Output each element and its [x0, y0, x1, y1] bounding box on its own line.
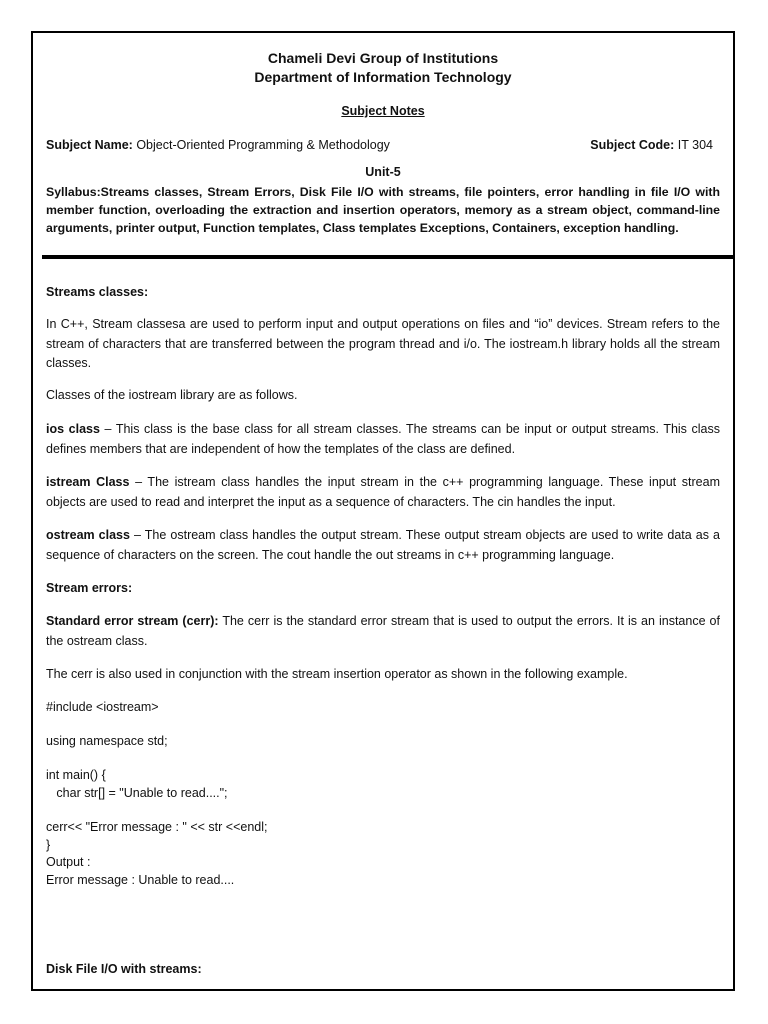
istream-class-paragraph [46, 473, 720, 512]
streams-intro-paragraph: In C++, Stream classesa are used to perform input and output operations on files and “io” devices. Stream refers to the stream of characters that are transferred between the program thread and i/o. The iostream.h library holds all the stream classes. [46, 317, 720, 370]
department-name: Department of Information Technology [254, 69, 512, 85]
code-rest-block: cerr<< "Error message : " << str <<endl; } Output : Error message : Unable to read.... [46, 820, 268, 887]
subject-row [46, 138, 713, 152]
subject-name: Object-Oriented Programming & Methodology [136, 138, 390, 152]
code-main-block: int main() { char str[] = "Unable to read...."; [46, 768, 228, 800]
page-frame [31, 31, 735, 991]
istream-class-desc: – The istream class handles the input stream in the c++ programming language. These input stream objects are used to read and interpret the input as a sequence of characters. The cin handles the input. [46, 475, 720, 509]
document-header [33, 49, 733, 87]
syllabus: Syllabus:Streams classes, Stream Errors, Disk File I/O with streams, file pointers, error handling in file I/O with member function, overloading the extraction and insertion operators, memory as a stream object, command-line arguments, printer output, Function templates, Class templates Exceptions, Containers, exception handling. [46, 185, 720, 235]
cerr-paragraph [46, 612, 720, 651]
cerr-desc: The cerr is the standard error stream that is used to output the errors. It is an instance of the ostream class. [46, 614, 720, 648]
ios-class-paragraph [46, 420, 720, 459]
subject-code-group [590, 138, 713, 152]
ios-class-desc: – This class is the base class for all stream classes. The streams can be input or output streams. This class defines members that are independent of how the templates of the class are defined. [46, 422, 720, 456]
code-include-line: #include <iostream> [46, 700, 159, 714]
classes-intro-paragraph: Classes of the iostream library are as follows. [46, 388, 298, 402]
cerr-term: Standard error stream (cerr): [46, 614, 219, 628]
ios-class-term: ios class [46, 422, 100, 436]
unit-title: Unit-5 [365, 165, 401, 179]
istream-class-term: istream Class [46, 475, 130, 489]
header-divider [42, 255, 733, 259]
subject-code-label: Subject Code: [590, 138, 675, 152]
ostream-class-desc: – The ostream class handles the output stream. These output stream objects are used to write data as a sequence of characters on the screen. The cout handle the out streams in c++ programming language. [46, 528, 720, 562]
stream-errors-heading: Stream errors: [46, 581, 133, 595]
subject-name-label: Subject Name: [46, 138, 133, 152]
code-using-line: using namespace std; [46, 734, 168, 748]
cerr-example-intro: The cerr is also used in conjunction with the stream insertion operator as shown in the following example. [46, 667, 628, 681]
disk-file-io-heading: Disk File I/O with streams: [46, 962, 202, 976]
subject-notes-title: Subject Notes [341, 104, 425, 118]
ostream-class-paragraph [46, 526, 720, 565]
subject-code: IT 304 [677, 138, 713, 152]
institution-name: Chameli Devi Group of Institutions [267, 50, 499, 66]
ostream-class-term: ostream class [46, 528, 130, 542]
streams-heading: Streams classes: [46, 285, 149, 299]
